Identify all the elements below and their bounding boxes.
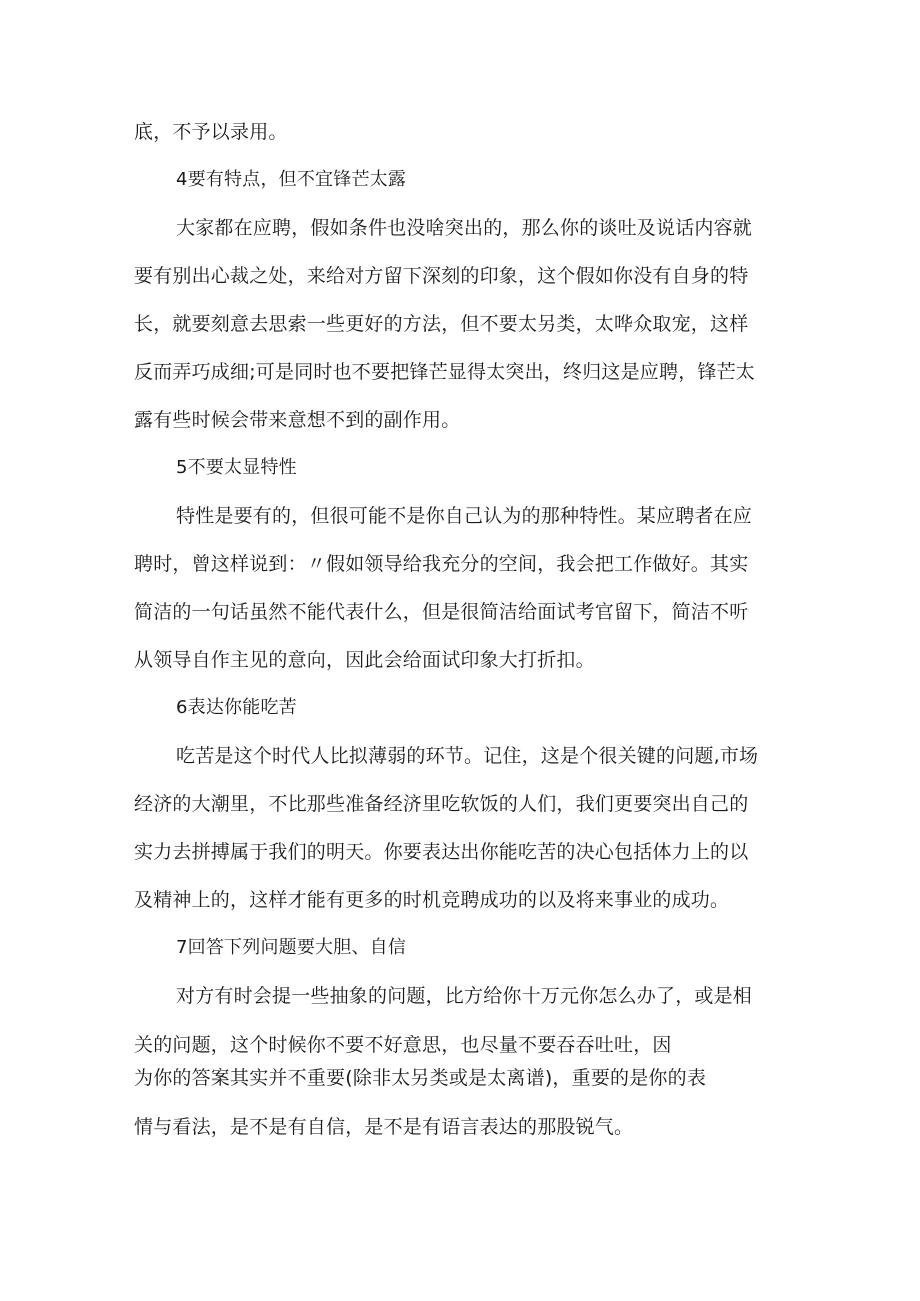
- paragraph-line: 情与看法，是不是有自信，是不是有语言表达的那股锐气。: [134, 1116, 634, 1138]
- paragraph-line: 长，就要刻意去思索一些更好的方法，但不要太另类，太哗众取宠，这样: [134, 313, 749, 335]
- section-heading-7: 7回答下列问题要大胆、自信: [176, 937, 407, 958]
- paragraph-line: 吃苦是这个时代人比拟薄弱的环节。记住，这是个很关键的问题,市场: [176, 745, 759, 767]
- section-heading-5: 5不要太显特性: [176, 457, 297, 478]
- paragraph-line: 底，不予以录用。: [134, 121, 288, 143]
- section-heading-6: 6表达你能吃苦: [176, 697, 297, 718]
- paragraph-line: 为你的答案其实并不重要(除非太另类或是太离谱)，重要的是你的表: [134, 1067, 707, 1089]
- paragraph-line: 要有别出心裁之处，来给对方留下深刻的印象，这个假如你没有自身的特: [134, 265, 749, 287]
- section-heading-4: 4要有特点，但不宜锋芒太露: [176, 169, 407, 190]
- paragraph-line: 关的问题，这个时候你不要不好意思，也尽量不要吞吞吐吐，因: [134, 1034, 672, 1056]
- paragraph-line: 简洁的一句话虽然不能代表什么，但是很简洁给面试考官留下，简洁不听: [134, 601, 749, 623]
- paragraph-line: 反而弄巧成细;可是同时也不要把锋芒显得太突出，终归这是应聘，锋芒太: [134, 361, 756, 383]
- paragraph-line: 聘时，曾这样说到：〃假如领导给我充分的空间，我会把工作做好。其实: [134, 553, 749, 575]
- paragraph-line: 实力去拼搏属于我们的明天。你要表达出你能吃苦的决心包括体力上的以: [134, 841, 749, 863]
- paragraph-line: 露有些时候会带来意想不到的副作用。: [134, 409, 461, 431]
- paragraph-line: 大家都在应聘，假如条件也没啥突出的，那么你的谈吐及说话内容就: [176, 217, 753, 239]
- paragraph-line: 对方有时会提一些抽象的问题，比方给你十万元你怎么办了，或是相: [176, 985, 753, 1007]
- paragraph-line: 特性是要有的，但很可能不是你自己认为的那种特性。某应聘者在应: [176, 505, 753, 527]
- paragraph-line: 经济的大潮里，不比那些准备经济里吃软饭的人们，我们更要突出自己的: [134, 793, 749, 815]
- paragraph-line: 及精神上的，这样才能有更多的时机竞聘成功的以及将来事业的成功。: [134, 889, 730, 911]
- paragraph-line: 从领导自作主见的意向，因此会给面试印象大打折扣。: [134, 649, 595, 671]
